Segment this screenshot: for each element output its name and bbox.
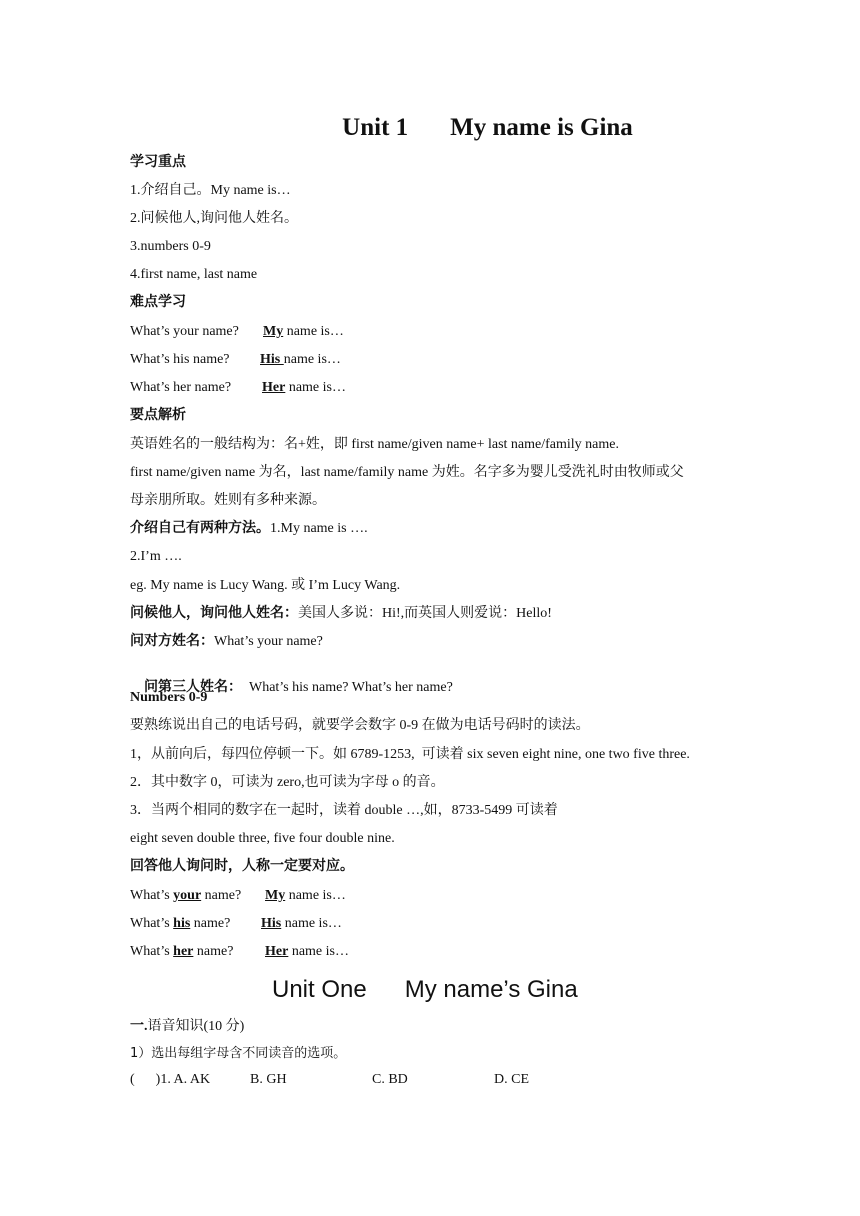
answer-rest: name is… xyxy=(285,380,346,395)
pronoun-row xyxy=(130,887,346,905)
study-focus-item: 1.介绍自己。My name is… xyxy=(130,183,291,198)
option-d: D. CE xyxy=(494,1072,529,1087)
numbers-paragraph: eight seven double three, five four double nine. xyxy=(130,831,395,846)
difficulty-heading: 难点学习 xyxy=(130,295,186,310)
answer-pronoun: My xyxy=(265,888,286,903)
exercise-question: 1）选出每组字母含不同读音的选项。 xyxy=(130,1046,347,1061)
exercise-item xyxy=(130,1071,529,1089)
option-c: C. BD xyxy=(372,1072,408,1087)
ask-name-rest: What’s your name? xyxy=(214,634,323,649)
difficulty-row xyxy=(130,379,346,397)
answer-rest: name is… xyxy=(285,888,346,903)
pronoun-row xyxy=(130,915,342,933)
question-pre: What’s xyxy=(130,888,174,903)
numbers-paragraph: 1，从前向后，每四位停顿一下。如 6789-1253, 可读着 six seven eight nine, one two five three. xyxy=(130,747,690,762)
greeting-rest: 美国人多说：Hi!,而英国人则爱说：Hello! xyxy=(298,606,552,621)
answer-rest: name is… xyxy=(288,944,349,959)
ask-name-line xyxy=(130,633,323,651)
study-focus-heading: 学习重点 xyxy=(130,155,186,170)
question-post: name? xyxy=(190,916,231,931)
intro-method-two: 2.I’m …. xyxy=(130,549,182,564)
numbers-heading: Numbers 0-9 xyxy=(130,690,208,705)
study-focus-item: 2.问候他人,询问他人姓名。 xyxy=(130,211,298,226)
question-post: name? xyxy=(193,944,234,959)
exercise-section-heading xyxy=(130,1018,244,1036)
numbers-paragraph: 2．其中数字 0，可读为 zero,也可读为字母 o 的音。 xyxy=(130,775,445,790)
answer-pronoun: His xyxy=(261,916,282,931)
study-focus-item: 4.first name, last name xyxy=(130,267,258,282)
analysis-paragraph: 母亲朋所取。姓则有多种来源。 xyxy=(130,493,326,508)
question-pronoun: his xyxy=(173,916,191,931)
answer-rest: name is… xyxy=(281,916,342,931)
difficulty-row xyxy=(130,323,344,341)
question-text xyxy=(130,887,265,905)
question-text: What’s your name? xyxy=(130,324,239,339)
intro-methods-bold: 介绍自己有两种方法。 xyxy=(130,521,270,536)
exercise-section-number: 一. xyxy=(130,1019,148,1034)
exercise-section-label: 语音知识(10 分) xyxy=(147,1019,245,1034)
section-title xyxy=(272,974,578,1006)
question-pre: What’s xyxy=(130,916,174,931)
title-unit: Unit 1 xyxy=(342,114,409,141)
ask-name-bold: 问对方姓名： xyxy=(130,634,214,649)
third-person-bold: 问第三人姓名： xyxy=(144,680,242,695)
question-pronoun: your xyxy=(173,888,202,903)
numbers-paragraph: 要熟练说出自己的电话号码，就要学会数字 0-9 在做为电话号码时的读法。 xyxy=(130,718,590,733)
numbers-paragraph: 3．当两个相同的数字在一起时，读着 double …,如，8733-5499 可读着 xyxy=(130,803,558,818)
question-text xyxy=(130,943,265,961)
analysis-paragraph: first name/given name 为名，last name/family name 为姓。名字多为婴儿受洗礼时由牧师或父 xyxy=(130,465,684,480)
pronoun-heading: 回答他人询问时，人称一定要对应。 xyxy=(130,859,354,874)
difficulty-row xyxy=(130,351,341,369)
analysis-heading: 要点解析 xyxy=(130,408,186,423)
study-focus-item: 3.numbers 0-9 xyxy=(130,239,211,254)
greeting-line xyxy=(130,605,552,623)
greeting-bold: 问候他人，询问他人姓名： xyxy=(130,606,298,621)
analysis-paragraph: 英语姓名的一般结构为：名+姓，即 first name/given name+ last name/family name. xyxy=(130,437,619,452)
pronoun-row xyxy=(130,943,349,961)
intro-methods-rest: 1.My name is …. xyxy=(270,521,368,536)
section-title-unit: Unit One xyxy=(272,976,367,1003)
intro-methods-line xyxy=(130,520,368,538)
answer-blank: ( )1. A. AK xyxy=(130,1072,211,1087)
answer-pronoun: My xyxy=(263,324,284,339)
third-person-rest: What’s his name? What’s her name? xyxy=(242,680,453,695)
answer-rest: name is… xyxy=(283,324,344,339)
question-pre: What’s xyxy=(130,944,174,959)
option-b: B. GH xyxy=(250,1072,287,1087)
answer-pronoun: His xyxy=(260,352,284,367)
question-pronoun: her xyxy=(173,944,194,959)
question-post: name? xyxy=(201,888,242,903)
question-text: What’s her name? xyxy=(130,380,232,395)
answer-pronoun: Her xyxy=(265,944,289,959)
answer-rest: name is… xyxy=(283,352,341,367)
question-text: What’s his name? xyxy=(130,352,230,367)
example-line: eg. My name is Lucy Wang. 或 I’m Lucy Wang. xyxy=(130,578,401,593)
answer-pronoun: Her xyxy=(262,380,286,395)
title-name: My name is Gina xyxy=(450,114,633,141)
section-title-name: My name’s Gina xyxy=(404,976,578,1003)
page-title xyxy=(0,112,860,144)
question-text xyxy=(130,915,261,933)
